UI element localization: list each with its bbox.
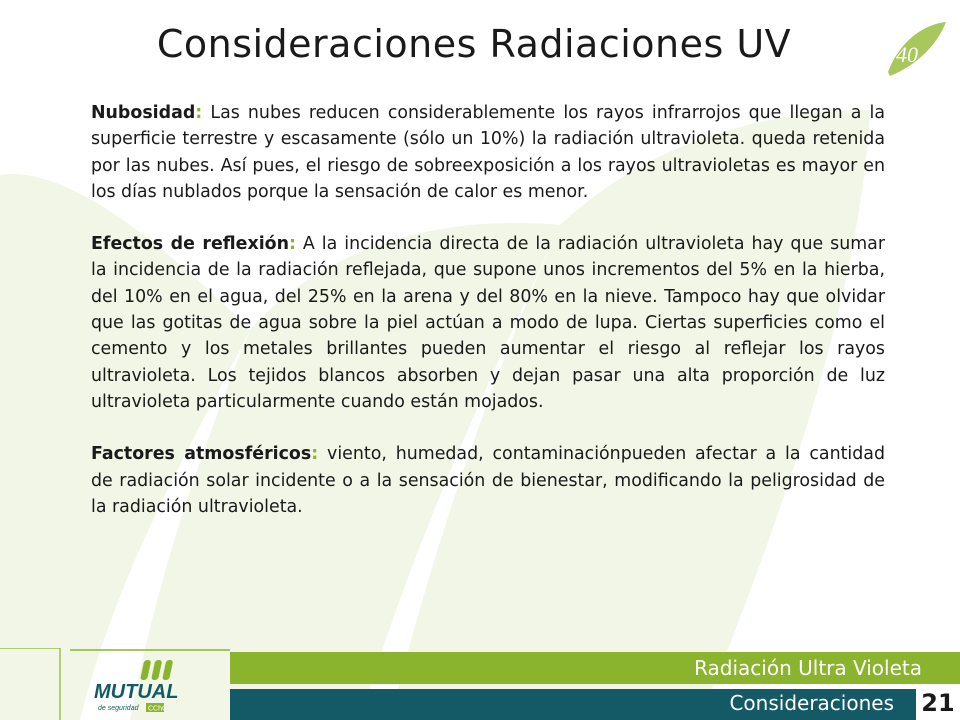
svg-text:AÑOS: AÑOS <box>920 59 940 66</box>
anniversary-40-badge <box>880 20 950 82</box>
heading-colon: : <box>195 103 203 123</box>
svg-text:40: 40 <box>896 42 918 67</box>
svg-text:MUTUAL: MUTUAL <box>94 681 179 703</box>
paragraph-heading: Nubosidad <box>91 103 196 123</box>
logo-mark-icon <box>140 660 173 680</box>
svg-text:de seguridad: de seguridad <box>98 705 139 712</box>
slide-title: Consideraciones Radiaciones UV <box>156 22 792 66</box>
mutual-logo <box>70 652 230 720</box>
page-number: 21 <box>916 686 960 720</box>
paragraph-heading: Efectos de reflexión <box>91 234 289 255</box>
svg-text:CChC: CChC <box>148 705 168 713</box>
paragraph-nubosidad <box>91 100 885 205</box>
footer-outline <box>0 648 60 720</box>
footer-section: Consideraciones <box>729 691 894 715</box>
paragraph-text: viento, humedad, contaminaciónpueden afectar a la cantidad de radiación solar incidente o a la sensación de bienestar, modificando la peligrosidad de la radiación ultravioleta. <box>91 444 885 517</box>
paragraph-atmosfericos <box>91 441 885 520</box>
footer-topic: Radiación Ultra Violeta <box>694 656 922 680</box>
paragraph-reflexion <box>91 231 885 415</box>
heading-colon: : <box>311 444 319 465</box>
paragraph-text: A la incidencia directa de la radiación ultravioleta hay que sumar la incidencia de la radiación reflejada, que supone unos incrementos del 5% en la hierba, del 10% en el agua, del 25% en la arena y del 80% en la nieve. Tampoco hay que olvidar que las gotitas de agua sobre la piel actúan a modo de lupa. Ciertas superficies como el cemento y los metales brillantes pueden aumentar el riesgo al reflejar los rayos ultravioleta. Los tejidos blancos absorben y dejan pasar una alta proporción de luz ultravioleta particularmente cuando están mojados. <box>91 234 885 412</box>
heading-colon: : <box>288 234 296 255</box>
slide-body <box>91 100 885 520</box>
paragraph-heading: Factores atmosféricos <box>91 444 312 465</box>
paragraph-text: Las nubes reducen considerablemente los rayos infrarrojos que llegan a la superficie terrestre y escasamente (sólo un 10%) la radiación ultravioleta. queda retenida por las nubes. Así pues, el riesgo de sobreexposición a los rayos ultravioletas es mayor en los días nublados porque la sensación de calor es menor. <box>91 103 885 202</box>
